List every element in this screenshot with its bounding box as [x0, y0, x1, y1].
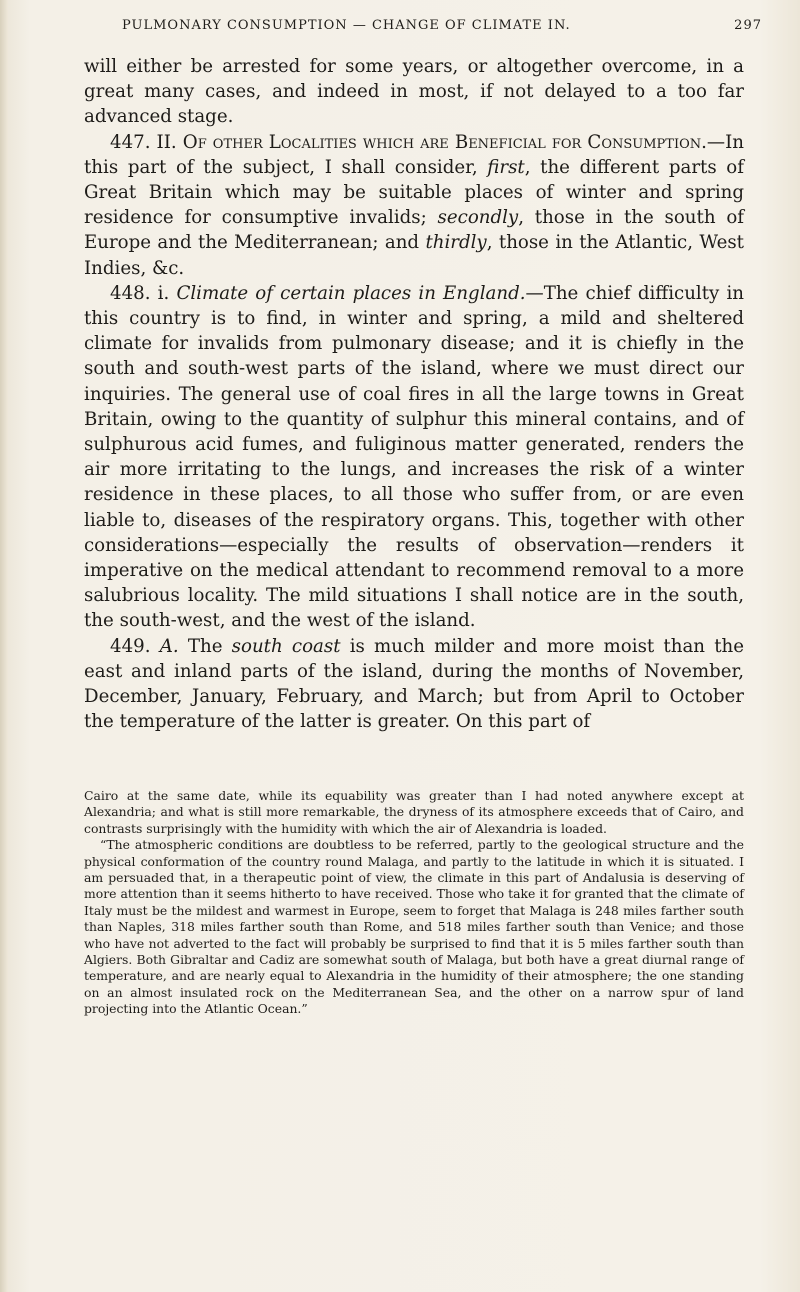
section-heading: Climate of certain places in England.	[176, 282, 526, 304]
page-spine-shadow	[0, 0, 8, 1292]
footnote	[84, 788, 744, 1018]
paragraph-continuation: will either be arrested for some years, or altogether overcome, in a great many cases, and indeed in most, if not delayed to a too far advanced stage.	[84, 56, 744, 128]
section-number: 448. i.	[110, 282, 170, 304]
footnote-paragraph: Cairo at the same date, while its equability was greater than I had noted anywhere except at Alexandria; and what is still more remarkable, the dryness of its atmosphere exceeds that of Cairo, and contrasts surprisingly with the humidity with which the air of Alexandria is loaded.	[84, 788, 744, 836]
subsection-letter: A.	[159, 635, 179, 657]
main-text	[84, 54, 744, 734]
section-heading: Of other Localities which are Beneficial for Consumption.	[182, 131, 707, 153]
paragraph-447: 447. II. Of other Localities which are Beneficial for Consumption.—In this part of the subject, I shall consider, first, the different parts of Great Britain which may be suitable places of winter and spring residence for consumptive invalids; secondly, those in the south of Europe and the Mediterranean; and thirdly, those in the Atlantic, West Indies, &c.	[84, 131, 745, 279]
paragraph-448: 448. i. Climate of certain places in England.—The chief difficulty in this country is to find, in winter and spring, a mild and sheltered climate for invalids from pulmonary disease; and it is chiefly in the south and south-west parts of the island, where we must direct our inquiries. The general use of coal fires in all the large towns in Great Britain, owing to the quantity of sulphur this mineral contains, and of sulphurous acid fumes, and fuliginous matter generated, renders the air more irritating to the lungs, and increases the risk of a winter residence in these places, to all those who suffer from, or are even liable to, diseases of the respiratory organs. This, together with other considerations—especially the results of observation—renders it imperative on the medical attendant to recommend removal to a more salubrious locality. The mild situations I shall notice are in the south, the south-west, and the west of the island.	[84, 282, 745, 632]
section-number: 449.	[110, 635, 151, 657]
footnote-paragraph: “The atmospheric conditions are doubtless to be referred, partly to the geological structure and the physical conformation of the country round Malaga, and partly to the latitude in which it is situated. I am persuaded that, in a therapeutic point of view, the climate in this part of Andalusia is deserving of more attention than it seems hitherto to have received. Those who take it for granted that the climate of Italy must be the mildest and warmest in Europe, seem to forget that Malaga is 248 miles farther south than Naples, 318 miles farther south than Rome, and 518 miles farther south than Venice; and those who have not adverted to the fact will probably be surprised to find that it is 5 miles farther south than Algiers. Both Gibraltar and Cadiz are somewhat south of Malaga, but both have a great diurnal range of temperature, and are nearly equal to Alexandria in the humidity of their atmosphere; the one standing on an almost insulated rock on the Mediterranean Sea, and the other on a narrow spur of land projecting into the Atlantic Ocean.”	[84, 837, 744, 1017]
running-title: PULMONARY CONSUMPTION — CHANGE OF CLIMATE IN.	[122, 18, 571, 33]
section-number: 447. II.	[110, 131, 177, 153]
paragraph-449: 449. A. The south coast is much milder and more moist than the east and inland parts of the island, during the months of November, December, January, February, and March; but from April to October the temperature of the latter is greater. On this part of	[84, 635, 744, 733]
page-number: 297	[734, 18, 762, 33]
